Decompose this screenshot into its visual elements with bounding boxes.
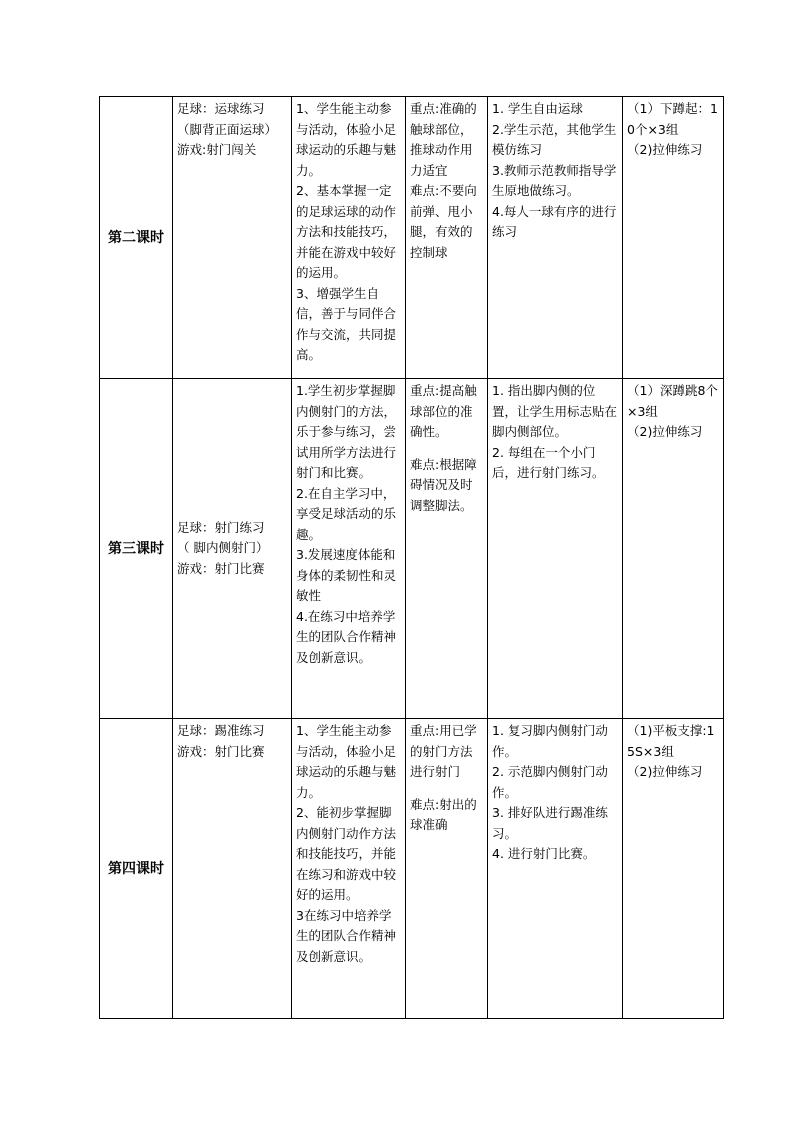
- difficulty-point: 难点:根据障碍情况及时调整脚法。: [410, 456, 477, 513]
- fitness-item: （1）下蹲起：10个×3组: [627, 101, 718, 137]
- fitness-cell: [623, 97, 724, 379]
- objective-item: 2、基本掌握一定的足球运球的动作方法和技能技巧，并能在游戏中较好的运用。: [296, 183, 397, 280]
- key-point: 重点:提高触球部位的准确性。: [410, 383, 477, 439]
- objective-item: 3.发展速度体能和身体的柔韧性和灵敏性: [296, 547, 397, 603]
- objective-item: 2、能初步掌握脚内侧射门动作方法和技能技巧，并能在练习和游戏中较好的运用。: [296, 805, 397, 902]
- lesson-label: 第四课时: [100, 719, 173, 1019]
- methods-cell: [488, 97, 623, 379]
- method-item: 4. 进行射门比赛。: [492, 846, 596, 861]
- objective-item: 4.在练习中培养学生的团队合作精神及创新意识。: [296, 608, 397, 665]
- method-item: 3. 排好队进行踢准练习。: [492, 805, 608, 841]
- objective-item: 1、学生能主动参与活动，体验小足球运动的乐趣与魅力。: [296, 101, 397, 178]
- table-row-lesson-3: [100, 379, 724, 719]
- content-line: 游戏：射门比赛: [177, 743, 265, 759]
- fitness-cell: [623, 719, 724, 1019]
- method-item: 2. 每组在一个小门后，进行射门练习。: [492, 444, 605, 480]
- methods-cell: [488, 379, 623, 719]
- objectives-cell: [292, 379, 406, 719]
- key-points-cell: [406, 719, 488, 1019]
- method-item: 3.教师示范教师指导学生原地做练习。: [492, 162, 617, 198]
- method-item: 2.学生示范，其他学生模仿练习: [492, 121, 617, 157]
- fitness-item: （1）深蹲跳8个×3组: [627, 383, 718, 419]
- content-line: （脚背正面运球）: [177, 121, 278, 137]
- method-item: 1. 指出脚内侧的位置，让学生用标志贴在脚内侧部位。: [492, 383, 618, 439]
- content-line: 足球：射门练习: [177, 519, 265, 535]
- content-cell: [173, 379, 292, 719]
- content-line: 游戏：射门比赛: [177, 560, 265, 576]
- lesson-label: 第二课时: [100, 97, 173, 379]
- fitness-item: （2)拉伸练习: [627, 424, 703, 439]
- fitness-item: （1)平板支撑:15S×3组: [627, 723, 715, 759]
- key-points-cell: [406, 97, 488, 379]
- method-item: 2. 示范脚内侧射门动作。: [492, 764, 608, 800]
- method-item: 1. 学生自由运球: [492, 101, 583, 116]
- objective-item: 1.学生初步掌握脚内侧射门的方法，乐于参与练习，尝试用所学方法进行射门和比赛。: [296, 383, 397, 480]
- objective-item: 3在练习中培养学生的团队合作精神及创新意识。: [296, 907, 397, 964]
- content-cell: [173, 97, 292, 379]
- table-row-lesson-4: [100, 719, 724, 1019]
- lesson-label: 第三课时: [100, 379, 173, 719]
- difficulty-point: 难点:射出的球准确: [410, 796, 477, 832]
- content-line: 足球：踢准练习: [177, 723, 265, 738]
- objectives-cell: [292, 97, 406, 379]
- objective-item: 1、学生能主动参与活动，体验小足球运动的乐趣与魅力。: [296, 723, 397, 800]
- content-cell: [173, 719, 292, 1019]
- objective-item: 2.在自主学习中，享受足球活动的乐趣。: [296, 485, 397, 542]
- method-item: 4.每人一球有序的进行练习: [492, 203, 617, 239]
- key-points-cell: [406, 379, 488, 719]
- content-line: 游戏:射门闯关: [177, 142, 257, 157]
- fitness-cell: [623, 379, 724, 719]
- key-point: 重点:准确的触球部位，推球动作用力适宜: [410, 101, 477, 178]
- content-line: 足球：运球练习: [177, 101, 265, 116]
- fitness-item: （2)拉伸练习: [627, 142, 703, 157]
- fitness-item: （2)拉伸练习: [627, 764, 703, 779]
- table-row-lesson-2: [100, 97, 724, 379]
- content-line: （ 脚内侧射门）: [177, 540, 269, 556]
- objectives-cell: [292, 719, 406, 1019]
- objective-item: 3、增强学生自信，善于与同伴合作与交流，共同提高。: [296, 285, 397, 362]
- lesson-plan-table: [99, 96, 724, 1019]
- difficulty-point: 难点:不要向前弹、甩小腿，有效的控制球: [410, 183, 477, 260]
- method-item: 1. 复习脚内侧射门动作。: [492, 723, 608, 759]
- key-point: 重点:用已学的射门方法进行射门: [410, 723, 477, 779]
- methods-cell: [488, 719, 623, 1019]
